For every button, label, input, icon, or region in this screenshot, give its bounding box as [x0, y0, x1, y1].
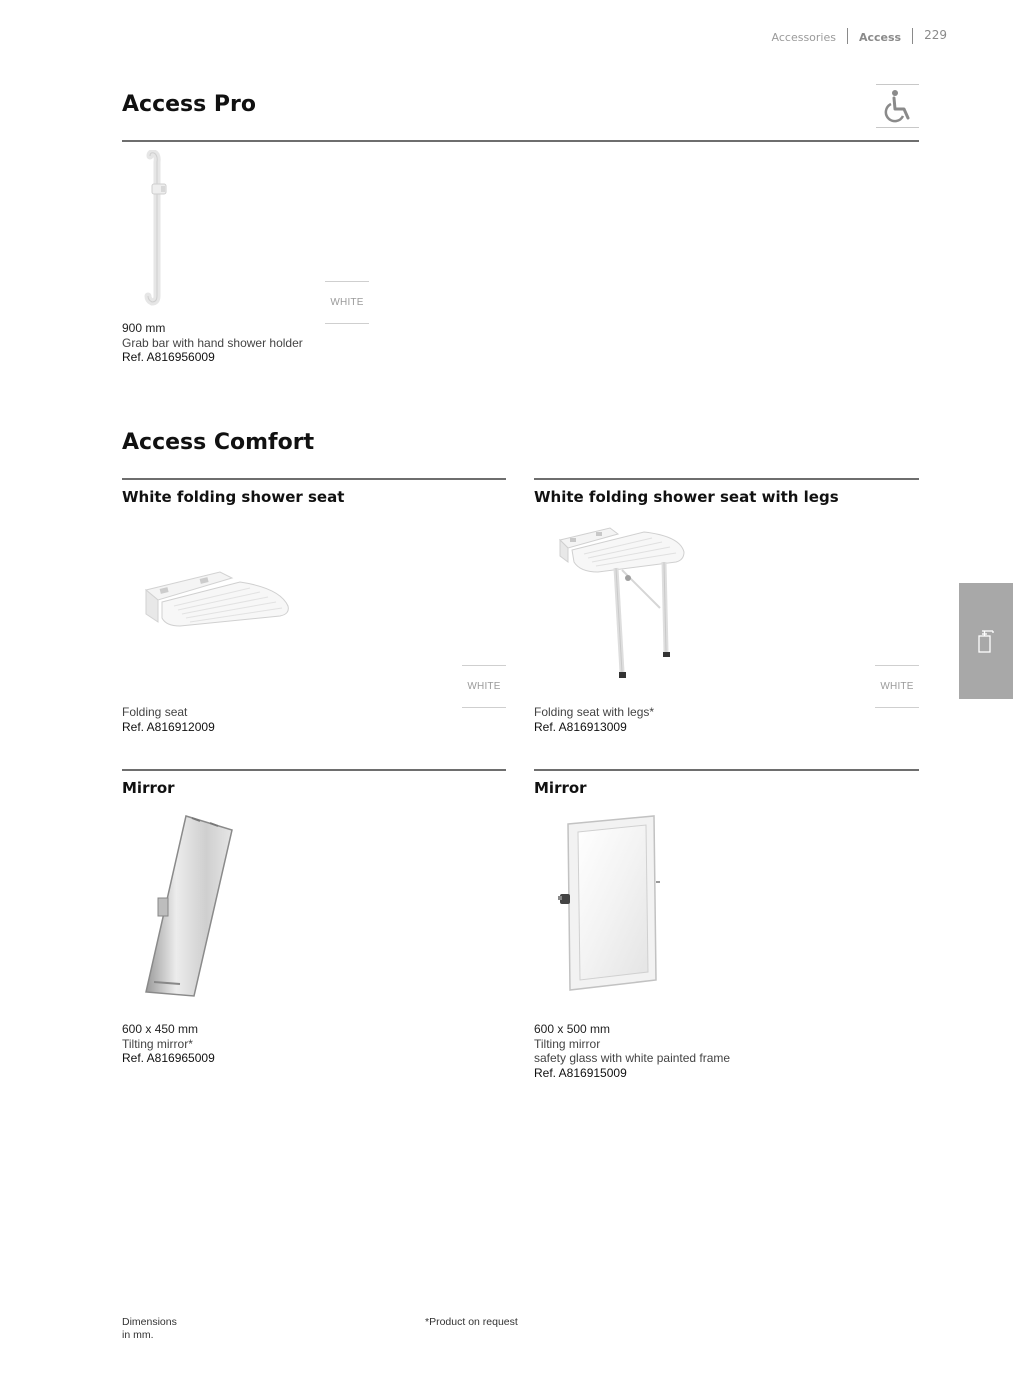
product-description: Folding seat with legs* — [534, 705, 655, 719]
footer-dimensions-line1: Dimensions — [122, 1316, 177, 1328]
product-image-tilting-mirror — [140, 812, 240, 1002]
color-tag-white: WHITE — [325, 281, 369, 324]
page-header — [772, 28, 947, 44]
breadcrumb-separator — [847, 28, 848, 44]
product-info-tilting-mirror — [122, 1022, 422, 1066]
product-size: 600 x 450 mm — [122, 1022, 199, 1036]
product-image-framed-mirror — [556, 814, 666, 994]
page-number: 229 — [924, 28, 947, 42]
footer-dimensions-line2: in mm. — [122, 1329, 154, 1341]
product-title-mirror: Mirror — [122, 779, 175, 797]
folding-seat-icon — [140, 560, 300, 630]
product-info-folding-seat — [122, 705, 422, 734]
folding-seat-legs-icon — [554, 522, 694, 684]
product-info-folding-seat-legs — [534, 705, 834, 734]
framed-mirror-icon — [556, 814, 666, 994]
section-divider — [122, 140, 919, 142]
product-size: 600 x 500 mm — [534, 1022, 611, 1036]
product-ref: Ref. A816912009 — [122, 719, 215, 734]
product-divider — [534, 769, 919, 771]
product-info-grab-bar — [122, 321, 382, 365]
product-image-folding-seat — [140, 560, 300, 630]
product-ref: Ref. A816965009 — [122, 1051, 215, 1065]
breadcrumb-access[interactable]: Access — [858, 31, 902, 44]
breadcrumb-accessories[interactable]: Accessories — [771, 31, 836, 44]
product-title-mirror: Mirror — [534, 779, 587, 797]
product-description: Tilting mirror — [534, 1036, 601, 1051]
accessibility-badge — [876, 84, 919, 128]
product-description: Grab bar with hand shower holder — [122, 335, 303, 350]
tilting-mirror-icon — [140, 812, 240, 1002]
wheelchair-icon — [883, 89, 913, 123]
product-ref: Ref. A816913009 — [534, 719, 627, 734]
chapter-side-tab[interactable] — [959, 583, 1013, 699]
product-divider — [534, 478, 919, 480]
product-info-framed-mirror — [534, 1022, 854, 1080]
product-image-folding-seat-legs — [554, 522, 694, 684]
product-ref: Ref. A816956009 — [122, 350, 215, 364]
section-title-access-pro: Access Pro — [122, 92, 256, 117]
product-divider — [122, 478, 506, 480]
product-title-folding-seat: White folding shower seat — [122, 488, 345, 506]
footer-dimensions — [122, 1316, 177, 1342]
color-tag-white: WHITE — [875, 665, 919, 708]
product-ref: Ref. A816915009 — [534, 1065, 627, 1080]
color-tag-white: WHITE — [462, 665, 506, 708]
product-description: Folding seat — [122, 705, 188, 719]
section-title-access-comfort: Access Comfort — [122, 430, 315, 455]
product-image-grab-bar — [138, 150, 172, 306]
product-description: Tilting mirror* — [122, 1036, 193, 1051]
product-description-detail: safety glass with white painted frame — [534, 1051, 731, 1065]
soap-dispenser-icon — [976, 627, 996, 655]
grab-bar-icon — [138, 150, 172, 306]
product-title-folding-seat-legs: White folding shower seat with legs — [534, 488, 839, 506]
product-size: 900 mm — [122, 321, 166, 335]
footer-note: *Product on request — [425, 1316, 518, 1328]
product-divider — [122, 769, 506, 771]
breadcrumb-separator — [912, 28, 913, 44]
